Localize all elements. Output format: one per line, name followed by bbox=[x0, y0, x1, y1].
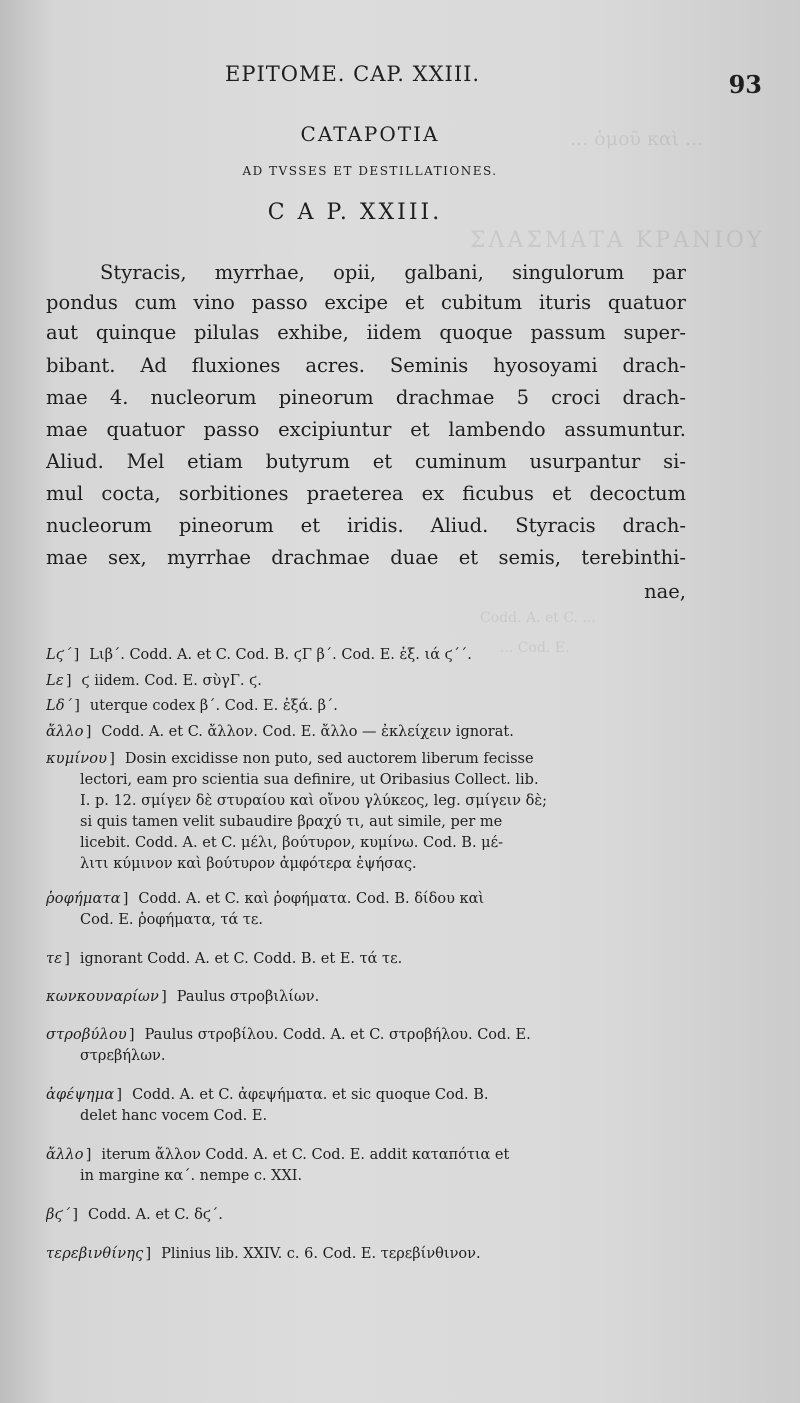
note-text: Paulus στροβιλίων. bbox=[176, 989, 320, 1005]
note-lemma: κυμίνου bbox=[46, 751, 108, 767]
note-lemma: ἄλλο bbox=[46, 724, 84, 740]
bracket-glyph: ] bbox=[85, 1147, 92, 1163]
note-text: Dosin excidisse non puto, sed auctorem liberum fecisse bbox=[124, 751, 534, 767]
note-lemma: Lε bbox=[46, 673, 64, 689]
note bbox=[46, 1025, 686, 1067]
note bbox=[46, 696, 686, 717]
bracket-glyph: ] bbox=[74, 698, 80, 714]
bracket-glyph: ] bbox=[73, 647, 80, 663]
note-lemma: ἄλλο bbox=[46, 1147, 84, 1163]
note-text: ϛ iidem. Cod. E. σὺγΓ. ϛ. bbox=[81, 673, 262, 689]
note-text: ignorant Codd. A. et C. Codd. B. et E. τά τε. bbox=[79, 951, 403, 967]
bracket-glyph: ] bbox=[161, 989, 167, 1005]
bleed-through-text: ... ὁμοῦ καὶ ... bbox=[570, 128, 704, 150]
note-text: si quis tamen velit subaudire βραχύ τι, aut simile, per me bbox=[80, 814, 503, 830]
note bbox=[46, 889, 686, 931]
note bbox=[46, 1085, 686, 1127]
main-text-line: mae 4. nucleorum pineorum drachmae 5 croci drach- bbox=[46, 386, 686, 409]
note-text: Cod. E. ῥοφήματα, τά τε. bbox=[80, 912, 264, 928]
note bbox=[46, 671, 686, 692]
bracket-glyph: ] bbox=[145, 1246, 152, 1262]
main-text-line: nae, bbox=[644, 580, 686, 603]
note bbox=[46, 1205, 686, 1226]
note-text: Lιβ´. Codd. A. et C. Cod. B. ϛΓ β´. Cod. E. ἐξ. ιά ϛ´´. bbox=[89, 647, 472, 663]
main-text-line: mul cocta, sorbitiones praeterea ex ficubus et decoctum bbox=[46, 482, 686, 505]
bracket-glyph: ] bbox=[64, 951, 70, 967]
note-text: Plinius lib. XXIV. c. 6. Cod. E. τερεβίνθινον. bbox=[161, 1246, 481, 1262]
note-text: Codd. A. et C. ἀφεψήματα. et sic quoque Cod. B. bbox=[132, 1087, 489, 1103]
note-lemma: ῥοφήματα bbox=[46, 891, 121, 907]
bleed-through-text: ... Cod. E. bbox=[500, 640, 570, 656]
note-text: Codd. A. et C. ἄλλον. Cod. E. ἄλλο — ἐκλείχειν ignorat. bbox=[101, 724, 514, 740]
note-lemma: ἀφέψημα bbox=[46, 1087, 115, 1103]
section-title: CATAPOTIA bbox=[300, 122, 440, 146]
bracket-glyph: ] bbox=[85, 724, 92, 740]
note-text: Codd. A. et C. καὶ ῥοφήματα. Cod. B. δίδου καὶ bbox=[138, 891, 485, 907]
main-text-line: mae quatuor passo excipiuntur et lambendo assumuntur. bbox=[46, 418, 686, 441]
bleed-through-text: ΣΛΑΣΜΑΤΑ ΚΡΑΝΙΟΥ bbox=[470, 228, 765, 253]
chapter-heading: C A P. XXIII. bbox=[267, 200, 443, 225]
note-lemma: τερεβινθίνης bbox=[46, 1246, 144, 1262]
bracket-glyph: ] bbox=[122, 891, 129, 907]
note-text: licebit. Codd. A. et C. μέλι, βούτυρον, κυμίνω. Cod. B. μέ- bbox=[80, 835, 504, 851]
bracket-glyph: ] bbox=[72, 1207, 79, 1223]
note-text: στρεβήλων. bbox=[80, 1048, 166, 1064]
note-lemma: Lδ´ bbox=[46, 698, 73, 714]
note-lemma: στροβύλου bbox=[46, 1027, 127, 1043]
running-head: EPITOME. CAP. XXIII. bbox=[225, 62, 481, 86]
bleed-through-text: Codd. A. et C. ... bbox=[480, 610, 596, 626]
bracket-glyph: ] bbox=[116, 1087, 123, 1103]
note bbox=[46, 1145, 686, 1187]
main-text-line: nucleorum pineorum et iridis. Aliud. Styracis drach- bbox=[46, 514, 686, 537]
main-text-line: Aliud. Mel etiam butyrum et cuminum usurpantur si- bbox=[46, 450, 686, 473]
main-text-line: Styracis, myrrhae, opii, galbani, singulorum par bbox=[100, 261, 686, 284]
note-text: I. p. 12. σμίγεν δὲ στυραίου καὶ οἴνου γλύκεος, leg. σμίγειν δὲ; bbox=[80, 793, 547, 809]
main-text-line: aut quinque pilulas exhibe, iidem quoque passum super- bbox=[46, 321, 686, 344]
note bbox=[46, 1244, 686, 1265]
note bbox=[46, 645, 686, 666]
note bbox=[46, 987, 686, 1008]
note-text: lectori, eam pro scientia sua definire, ut Oribasius Collect. lib. bbox=[80, 772, 539, 788]
note-text: iterum ἄλλον Codd. A. et C. Cod. E. addit καταπότια et bbox=[101, 1147, 510, 1163]
note-lemma: κωνκουναρίων bbox=[46, 989, 160, 1005]
bracket-glyph: ] bbox=[128, 1027, 135, 1043]
main-text-line: bibant. Ad fluxiones acres. Seminis hyosoyami drach- bbox=[46, 354, 686, 377]
bracket-glyph: ] bbox=[109, 751, 115, 767]
note bbox=[46, 949, 686, 970]
note-lemma: Lϛ´ bbox=[46, 647, 72, 663]
note bbox=[46, 749, 686, 875]
main-text-line: mae sex, myrrhae drachmae duae et semis, terebinthi- bbox=[46, 546, 686, 569]
note-text: λιτι κύμινον καὶ βούτυρον ἀμφότερα ἑψήσας. bbox=[80, 856, 417, 872]
note-lemma: βϛ´ bbox=[46, 1207, 71, 1223]
note-text: Paulus στροβίλου. Codd. A. et C. στροβήλου. Cod. E. bbox=[144, 1027, 531, 1043]
page-number: 93 bbox=[728, 70, 762, 99]
note-text: in margine κα´. nempe c. XXI. bbox=[80, 1168, 303, 1184]
section-subtitle: AD TVSSES ET DESTILLATIONES. bbox=[242, 164, 498, 178]
bracket-glyph: ] bbox=[65, 673, 72, 689]
note-text: delet hanc vocem Cod. E. bbox=[80, 1108, 268, 1124]
main-text-line: pondus cum vino passo excipe et cubitum ituris quatuor bbox=[46, 291, 686, 314]
note-text: uterque codex β´. Cod. E. ἐξά. β´. bbox=[89, 698, 338, 714]
note-text: Codd. A. et C. δϛ´. bbox=[88, 1207, 223, 1223]
note bbox=[46, 722, 686, 743]
note-lemma: τε bbox=[46, 951, 63, 967]
